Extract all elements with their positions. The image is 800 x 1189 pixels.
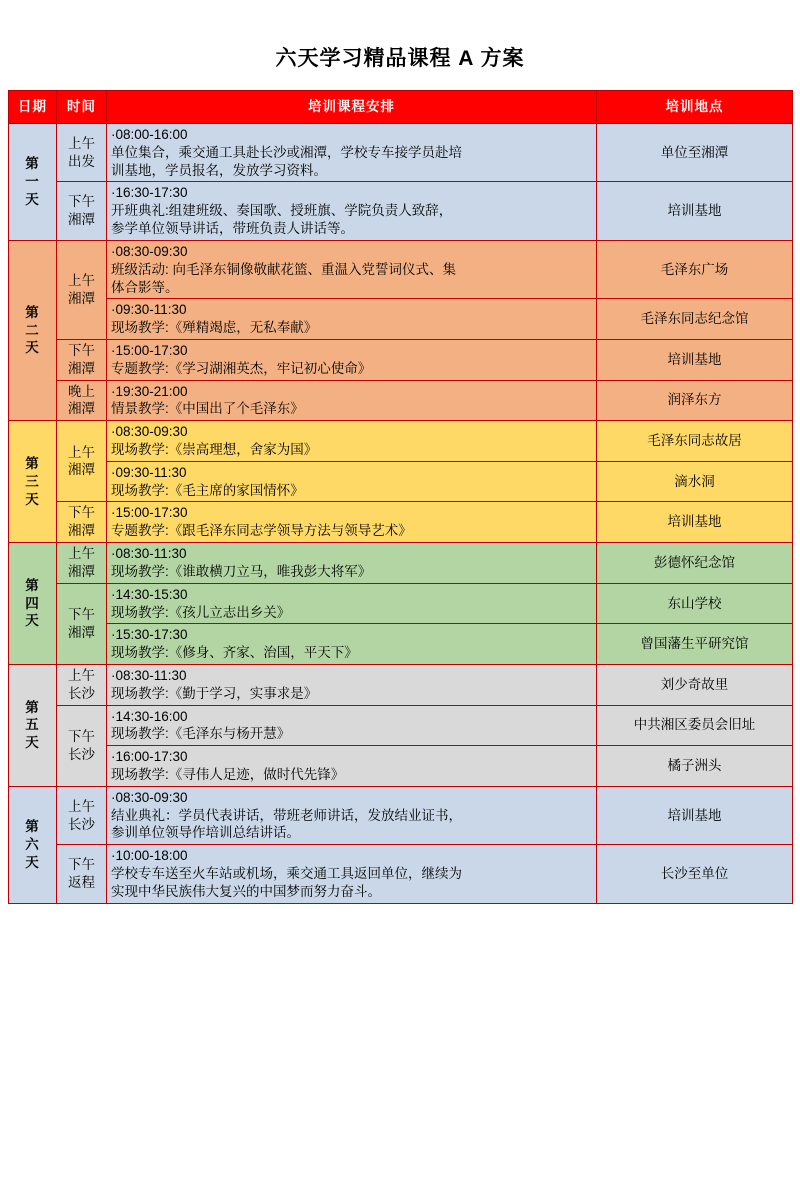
training-location: 曾国藩生平研究馆 bbox=[597, 624, 793, 665]
training-location: 润泽东方 bbox=[597, 380, 793, 421]
training-location: 刘少奇故里 bbox=[597, 664, 793, 705]
page-title: 六天学习精品课程 A 方案 bbox=[275, 47, 525, 70]
training-location: 毛泽东广场 bbox=[597, 240, 793, 298]
time-slot-label: 上午 湘潭 bbox=[57, 421, 107, 502]
time-slot-label: 上午 湘潭 bbox=[57, 240, 107, 339]
day-label: 第 三 天 bbox=[9, 421, 57, 543]
training-location: 培训基地 bbox=[597, 502, 793, 543]
day-label: 第 二 天 bbox=[9, 240, 57, 420]
training-location: 滴水洞 bbox=[597, 461, 793, 502]
course-content: ·09:30-11:30 现场教学:《殚精竭虑，无私奉献》 bbox=[107, 299, 597, 340]
column-header-time: 时间 bbox=[57, 91, 107, 124]
time-slot-label: 下午 湘潭 bbox=[57, 583, 107, 664]
column-header-course: 培训课程安排 bbox=[107, 91, 597, 124]
day-label: 第 四 天 bbox=[9, 543, 57, 665]
course-content: ·15:30-17:30 现场教学:《修身、齐家、治国，平天下》 bbox=[107, 624, 597, 665]
course-content: ·16:30-17:30 开班典礼:组建班级、奏国歌、授班旗、学院负责人致辞， 参学单位领导讲话，带班负责人讲话等。 bbox=[107, 182, 597, 240]
training-location: 长沙至单位 bbox=[597, 845, 793, 903]
training-location: 培训基地 bbox=[597, 786, 793, 844]
course-content: ·08:00-16:00 单位集合，乘交通工具赴长沙或湘潭，学校专车接学员赴培 训基地，学员报名，发放学习资料。 bbox=[107, 124, 597, 182]
course-content: ·08:30-11:30 现场教学:《勤于学习，实事求是》 bbox=[107, 664, 597, 705]
course-content: ·14:30-15:30 现场教学:《孩儿立志出乡关》 bbox=[107, 583, 597, 624]
training-schedule-table bbox=[8, 90, 793, 904]
table-row bbox=[9, 240, 793, 298]
table-row bbox=[9, 624, 793, 665]
course-content: ·15:00-17:30 专题教学:《学习湖湘英杰，牢记初心使命》 bbox=[107, 339, 597, 380]
table-row bbox=[9, 705, 793, 746]
course-content: ·14:30-16:00 现场教学:《毛泽东与杨开慧》 bbox=[107, 705, 597, 746]
course-content: ·08:30-09:30 班级活动: 向毛泽东铜像敬献花篮、重温入党誓词仪式、集 体合影等。 bbox=[107, 240, 597, 298]
time-slot-label: 下午 湘潭 bbox=[57, 502, 107, 543]
column-header-date: 日期 bbox=[9, 91, 57, 124]
table-header bbox=[9, 91, 793, 124]
time-slot-label: 上午 湘潭 bbox=[57, 543, 107, 584]
table-row bbox=[9, 543, 793, 584]
table-row bbox=[9, 786, 793, 844]
table-row bbox=[9, 380, 793, 421]
table-row bbox=[9, 583, 793, 624]
table-row bbox=[9, 421, 793, 462]
table-row bbox=[9, 502, 793, 543]
training-location: 单位至湘潭 bbox=[597, 124, 793, 182]
table-row bbox=[9, 182, 793, 240]
table-row bbox=[9, 124, 793, 182]
table-row bbox=[9, 664, 793, 705]
table-row bbox=[9, 461, 793, 502]
time-slot-label: 下午 湘潭 bbox=[57, 182, 107, 240]
training-location: 橘子洲头 bbox=[597, 746, 793, 787]
day-label: 第 一 天 bbox=[9, 124, 57, 241]
course-content: ·08:30-11:30 现场教学:《谁敢横刀立马，唯我彭大将军》 bbox=[107, 543, 597, 584]
time-slot-label: 上午 长沙 bbox=[57, 664, 107, 705]
course-content: ·15:00-17:30 专题教学:《跟毛泽东同志学领导方法与领导艺术》 bbox=[107, 502, 597, 543]
table-row bbox=[9, 339, 793, 380]
training-location: 毛泽东同志故居 bbox=[597, 421, 793, 462]
table-header-row bbox=[9, 91, 793, 124]
day-label: 第 六 天 bbox=[9, 786, 57, 903]
course-content: ·16:00-17:30 现场教学:《寻伟人足迹，做时代先锋》 bbox=[107, 746, 597, 787]
table-row bbox=[9, 845, 793, 903]
table-row bbox=[9, 746, 793, 787]
training-location: 中共湘区委员会旧址 bbox=[597, 705, 793, 746]
course-content: ·10:00-18:00 学校专车送至火车站或机场，乘交通工具返回单位，继续为 实现中华民族伟大复兴的中国梦而努力奋斗。 bbox=[107, 845, 597, 903]
table-row bbox=[9, 299, 793, 340]
course-content: ·08:30-09:30 结业典礼：学员代表讲话，带班老师讲话，发放结业证书， 参训单位领导作培训总结讲话。 bbox=[107, 786, 597, 844]
course-content: ·19:30-21:00 情景教学:《中国出了个毛泽东》 bbox=[107, 380, 597, 421]
time-slot-label: 上午 出发 bbox=[57, 124, 107, 182]
time-slot-label: 上午 长沙 bbox=[57, 786, 107, 844]
day-label: 第 五 天 bbox=[9, 664, 57, 786]
training-location: 培训基地 bbox=[597, 339, 793, 380]
document-page bbox=[0, 42, 800, 904]
training-location: 毛泽东同志纪念馆 bbox=[597, 299, 793, 340]
time-slot-label: 下午 返程 bbox=[57, 845, 107, 903]
course-content: ·09:30-11:30 现场教学:《毛主席的家国情怀》 bbox=[107, 461, 597, 502]
course-content: ·08:30-09:30 现场教学:《崇高理想，舍家为国》 bbox=[107, 421, 597, 462]
column-header-place: 培训地点 bbox=[597, 91, 793, 124]
time-slot-label: 下午 长沙 bbox=[57, 705, 107, 786]
time-slot-label: 下午 湘潭 bbox=[57, 339, 107, 380]
training-location: 东山学校 bbox=[597, 583, 793, 624]
training-location: 彭德怀纪念馆 bbox=[597, 543, 793, 584]
table-body bbox=[9, 124, 793, 904]
training-location: 培训基地 bbox=[597, 182, 793, 240]
time-slot-label: 晚上 湘潭 bbox=[57, 380, 107, 421]
